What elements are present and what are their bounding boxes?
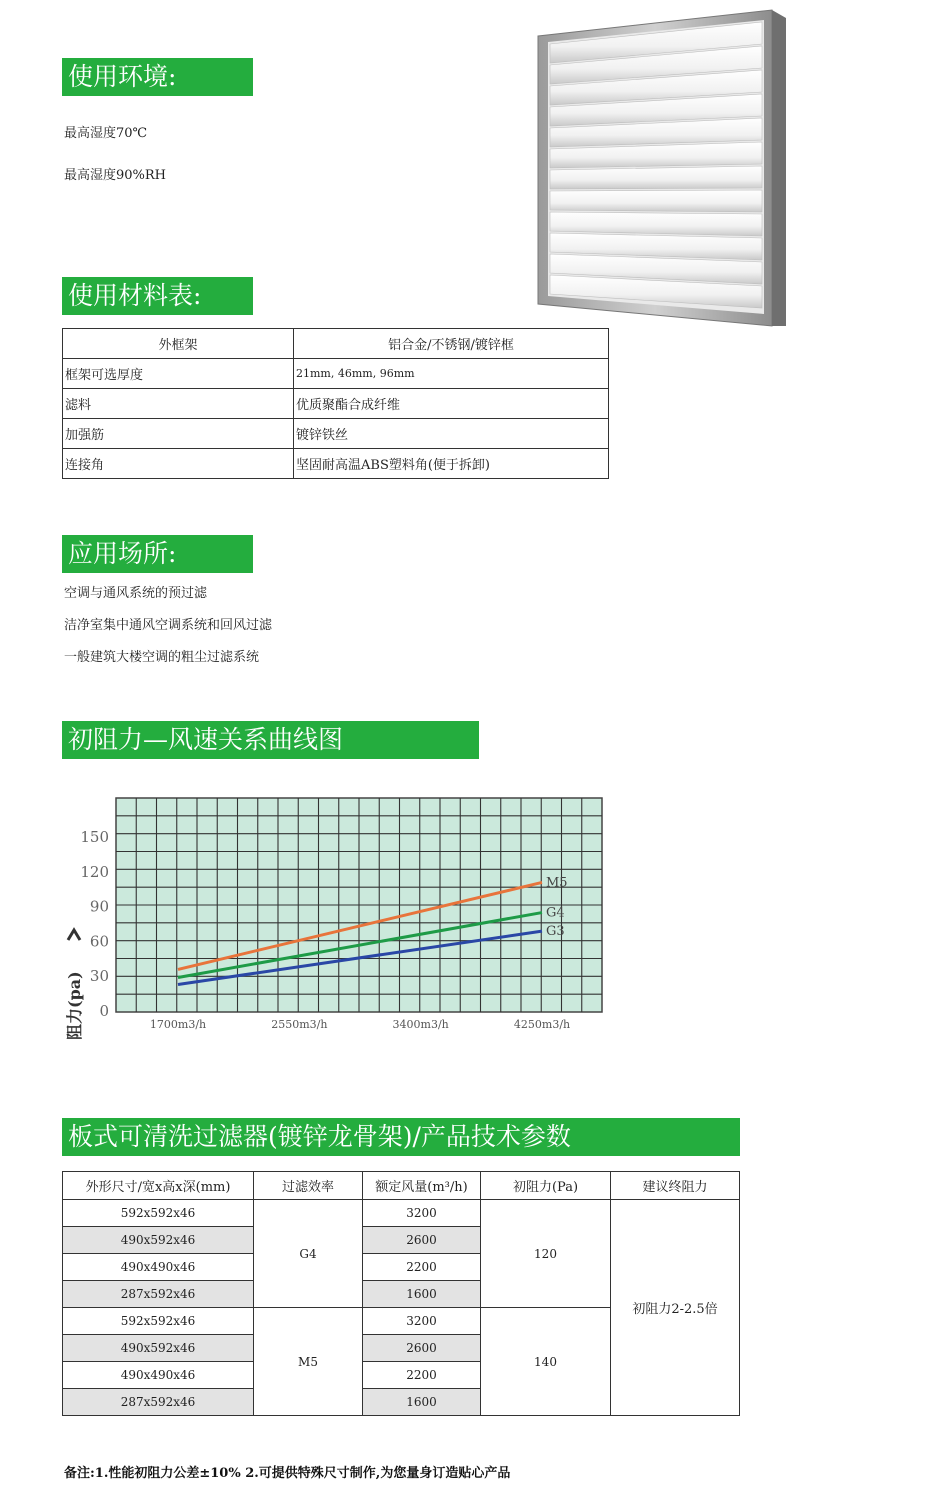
x-tick-label: 1700m3/h bbox=[149, 1018, 207, 1031]
env-line-temperature: 最高湿度70℃ bbox=[64, 126, 148, 141]
y-tick-label: 60 bbox=[89, 932, 109, 951]
env-line-humidity: 最高湿度90%RH bbox=[64, 168, 167, 183]
application-line: 洁净室集中通风空调系统和回风过滤 bbox=[64, 618, 273, 633]
size-cell: 287x592x46 bbox=[63, 1281, 254, 1308]
size-cell: 287x592x46 bbox=[63, 1389, 254, 1416]
table-cell: 镀锌铁丝 bbox=[294, 419, 609, 449]
series-label-g4: G4 bbox=[546, 905, 565, 921]
flow-cell: 2600 bbox=[363, 1227, 481, 1254]
x-tick-label: 4250m3/h bbox=[513, 1018, 571, 1031]
size-cell: 490x490x46 bbox=[63, 1254, 254, 1281]
flow-cell: 1600 bbox=[363, 1389, 481, 1416]
y-tick-label: 120 bbox=[80, 862, 109, 881]
size-cell: 592x592x46 bbox=[63, 1308, 254, 1335]
y-axis-label: 阻力(pa) bbox=[65, 971, 84, 1040]
application-line: 一般建筑大楼空调的粗尘过滤系统 bbox=[64, 650, 260, 665]
y-tick-label: 90 bbox=[89, 897, 109, 916]
series-label-g3: G3 bbox=[546, 924, 565, 940]
application-line: 空调与通风系统的预过滤 bbox=[64, 586, 208, 601]
efficiency-cell: M5 bbox=[254, 1308, 363, 1416]
x-tick-label: 2550m3/h bbox=[271, 1018, 328, 1031]
footnote: 备注:1.性能初阻力公差±10% 2.可提供特殊尺寸制作,为您量身订造贴心产品 bbox=[64, 1466, 511, 1481]
resistance-airflow-chart bbox=[60, 790, 620, 1050]
table-row bbox=[63, 419, 609, 449]
y-axis-arrow-icon bbox=[68, 930, 80, 940]
filter-pleat bbox=[550, 166, 762, 189]
size-cell: 592x592x46 bbox=[63, 1200, 254, 1227]
curve-section-header: 初阻力—风速关系曲线图 bbox=[62, 721, 479, 759]
y-tick-label: 150 bbox=[80, 828, 109, 846]
spec-section-header: 板式可清洗过滤器(镀锌龙骨架)/产品技术参数 bbox=[62, 1118, 740, 1156]
flow-cell: 2200 bbox=[363, 1362, 481, 1389]
materials-table bbox=[62, 328, 609, 479]
table-cell: 21mm, 46mm, 96mm bbox=[294, 359, 609, 389]
spec-table bbox=[62, 1171, 740, 1416]
x-tick-label: 3400m3/h bbox=[392, 1018, 449, 1031]
size-cell: 490x592x46 bbox=[63, 1335, 254, 1362]
table-cell: 加强筋 bbox=[63, 419, 294, 449]
size-cell: 490x592x46 bbox=[63, 1227, 254, 1254]
flow-cell: 2200 bbox=[363, 1254, 481, 1281]
flow-cell: 2600 bbox=[363, 1335, 481, 1362]
table-row bbox=[63, 1200, 740, 1227]
table-header-cell: 过滤效率 bbox=[254, 1172, 363, 1200]
table-header-cell: 外形尺寸/宽x高x深(mm) bbox=[63, 1172, 254, 1200]
table-cell: 坚固耐高温ABS塑料角(便于拆卸) bbox=[294, 449, 609, 479]
applications-section-header: 应用场所: bbox=[62, 535, 253, 573]
table-cell: 连接角 bbox=[63, 449, 294, 479]
flow-cell: 1600 bbox=[363, 1281, 481, 1308]
table-row bbox=[63, 449, 609, 479]
table-header-cell: 初阻力(Pa) bbox=[481, 1172, 611, 1200]
final-resistance-cell: 初阻力2-2.5倍 bbox=[611, 1200, 740, 1416]
y-tick-label: 30 bbox=[89, 967, 109, 986]
filter-product-image bbox=[530, 8, 790, 333]
series-label-m5: M5 bbox=[546, 875, 568, 891]
resistance-cell: 140 bbox=[481, 1308, 611, 1416]
table-row bbox=[63, 329, 609, 359]
table-row bbox=[63, 389, 609, 419]
materials-section-header: 使用材料表: bbox=[62, 277, 253, 315]
resistance-cell: 120 bbox=[481, 1200, 611, 1308]
table-header-cell: 铝合金/不锈钢/镀锌框 bbox=[294, 329, 609, 359]
efficiency-cell: G4 bbox=[254, 1200, 363, 1308]
filter-pleat bbox=[550, 190, 762, 212]
size-cell: 490x490x46 bbox=[63, 1362, 254, 1389]
table-header-cell: 额定风量(m³/h) bbox=[363, 1172, 481, 1200]
table-row bbox=[63, 359, 609, 389]
flow-cell: 3200 bbox=[363, 1200, 481, 1227]
table-header-cell: 建议终阻力 bbox=[611, 1172, 740, 1200]
table-cell: 优质聚酯合成纤维 bbox=[294, 389, 609, 419]
flow-cell: 3200 bbox=[363, 1308, 481, 1335]
table-header-cell: 外框架 bbox=[63, 329, 294, 359]
chart-svg bbox=[60, 790, 620, 1050]
y-tick-label: 0 bbox=[99, 1002, 109, 1020]
env-section-header: 使用环境: bbox=[62, 58, 253, 96]
table-cell: 滤料 bbox=[63, 389, 294, 419]
table-cell: 框架可选厚度 bbox=[63, 359, 294, 389]
table-row bbox=[63, 1172, 740, 1200]
